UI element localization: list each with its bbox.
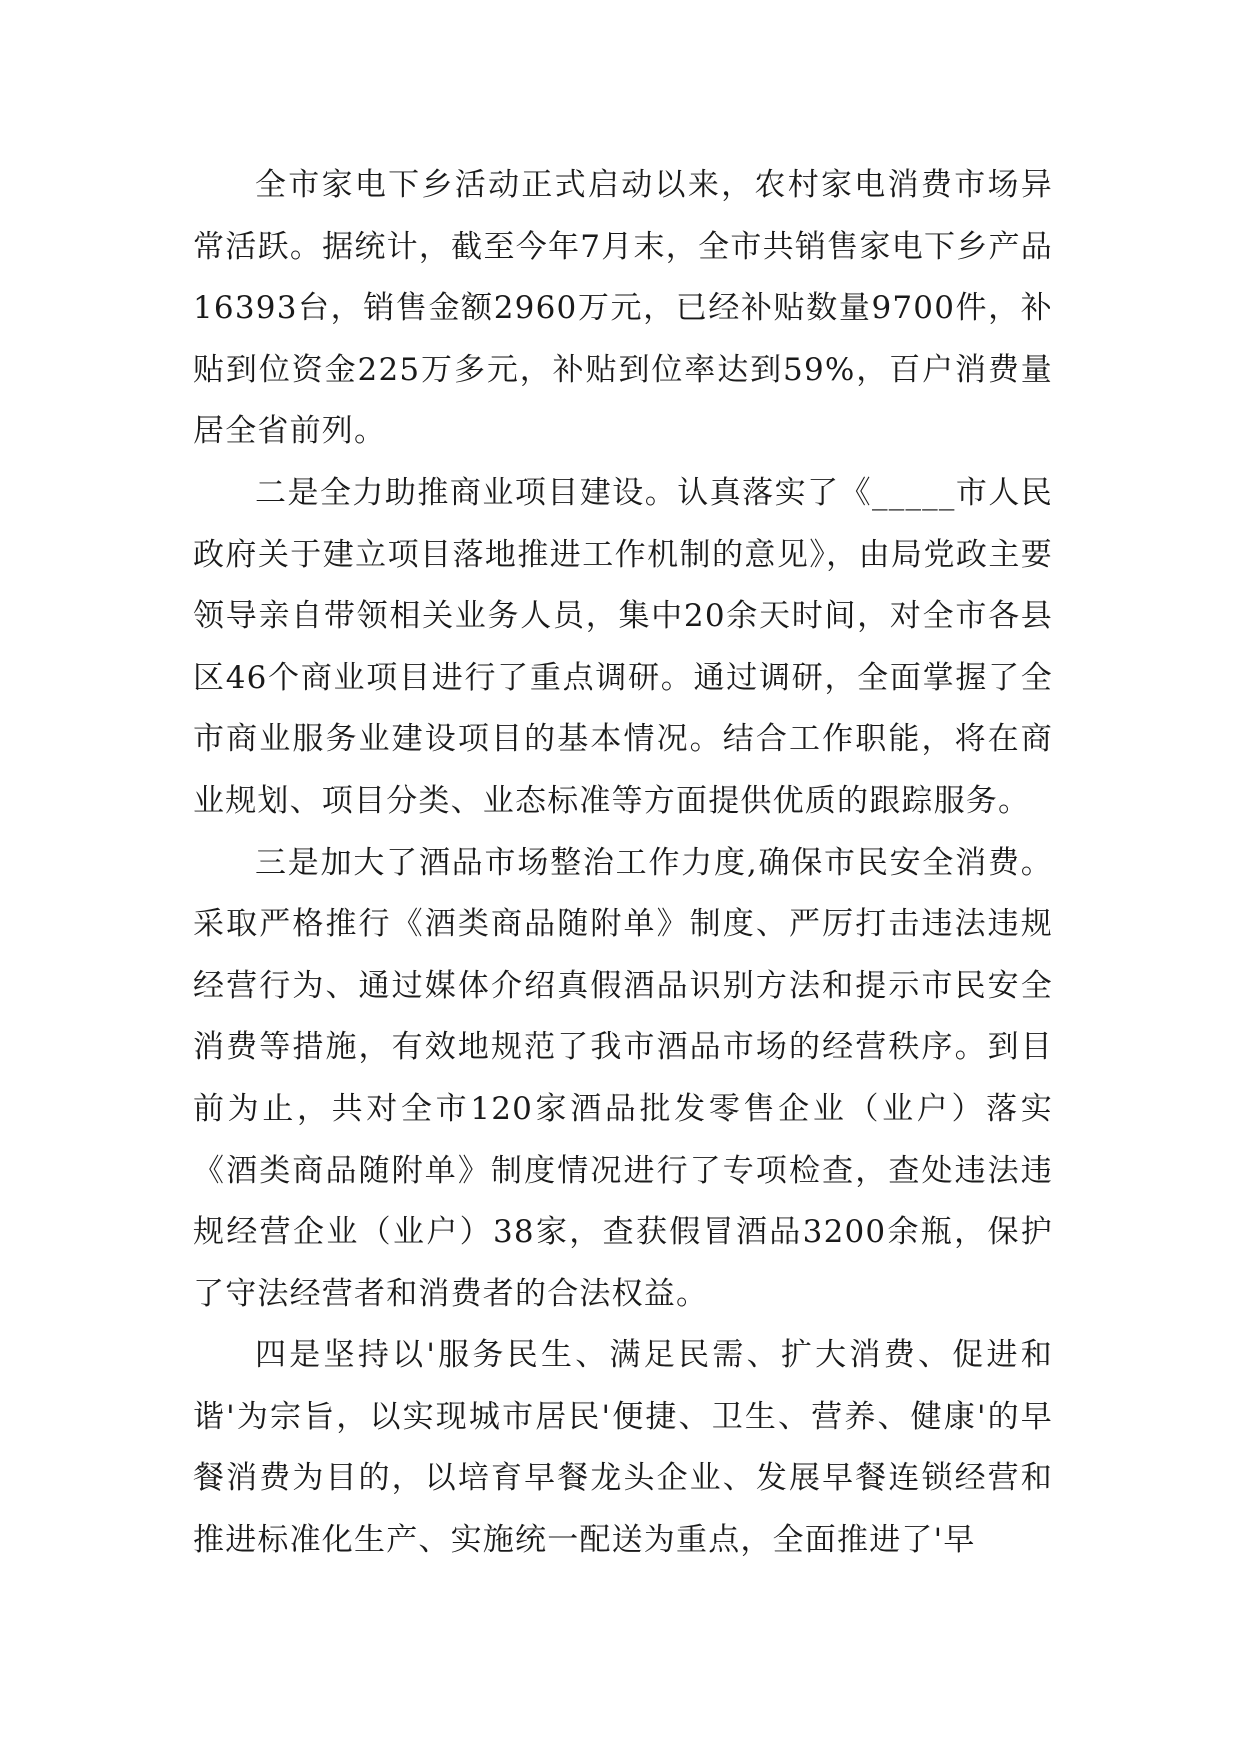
paragraph-commercial-projects: 二是全力助推商业项目建设。认真落实了《_____市人民政府关于建立项目落地推进工作机制的意见》，由局党政主要领导亲自带领相关业务人员，集中20余天时间，对全市各县区46个商业项目进行了重点调研。通过调研，全面掌握了全市商业服务业建设项目的基本情况。结合工作职能，将在商业规划、项目分类、业态标准等方面提供优质的跟踪服务。 <box>193 474 1053 819</box>
paragraph-breakfast-project: 四是坚持以'服务民生、满足民需、扩大消费、促进和谐'为宗旨，以实现城市居民'便捷、卫生、营养、健康'的早餐消费为目的，以培育早餐龙头企业、发展早餐连锁经营和推进标准化生产、实施统一配送为重点，全面推进了'早 <box>193 1337 1053 1559</box>
document-body <box>193 155 1053 1572</box>
paragraph-liquor-market: 三是加大了酒品市场整治工作力度,确保市民安全消费。采取严格推行《酒类商品随附单》制度、严厉打击违法违规经营行为、通过媒体介绍真假酒品识别方法和提示市民安全消费等措施，有效地规范了我市酒品市场的经营秩序。到目前为止，共对全市120家酒品批发零售企业（业户）落实《酒类商品随附单》制度情况进行了专项检查，查处违法违规经营企业（业户）38家，查获假冒酒品3200余瓶，保护了守法经营者和消费者的合法权益。 <box>193 844 1053 1312</box>
paragraph-home-appliances: 全市家电下乡活动正式启动以来，农村家电消费市场异常活跃。据统计，截至今年7月末，全市共销售家电下乡产品16393台，销售金额2960万元，已经补贴数量9700件，补贴到位资金225万多元，补贴到位率达到59%，百户消费量居全省前列。 <box>193 167 1053 450</box>
